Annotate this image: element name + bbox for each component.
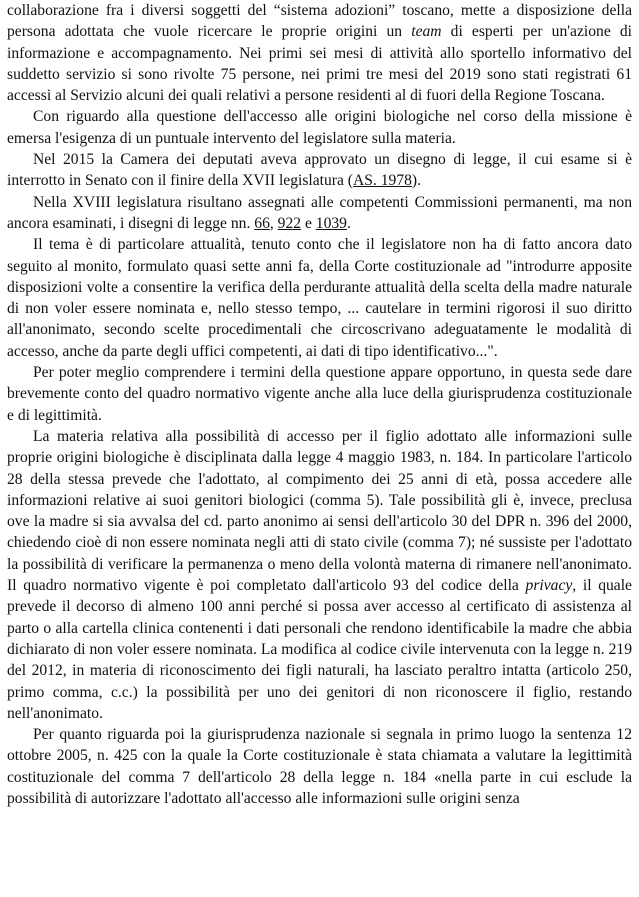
bill-link-66[interactable]: 66	[254, 214, 270, 232]
bill-link-922[interactable]: 922	[277, 214, 302, 232]
text-run: Nel 2015 la Camera dei deputati aveva approvato un disegno di legge, il cui esame si è interrotto in Senato con il finire della XVII legislatura (	[7, 151, 632, 190]
bill-link-1039[interactable]: 1039	[315, 214, 347, 232]
text-run: Il tema è di particolare attualità, tenuto conto che il legislatore non ha di fatto ancora dato seguito al monito, formulato quasi sette anni fa, della Corte costituzionale ad "introdurre apposite disposizioni volte a consentire la verifica della perdurante attualità della scelta della madre naturale di non voler essere nominata e, nello stesso tempo, ... cautelare in termini rigorosi il suo diritto all'anonimato, secondo scelte procedimentali che circoscrivano adeguatamente le modalità di accesso, anche da parte degli uffici competenti, ai dati di tipo identificativo...".	[7, 236, 632, 360]
paragraph	[7, 149, 632, 192]
text-run: di esperti per un'azione di informazione e accompagnamento. Nei primi sei mesi di attività allo sportello informativo del suddetto servizio si sono rivolte 75 persone, nei primi tre mesi del 2019 sono stati registrati 61 accessi al Servizio alcuni dei quali relativi a persone residenti al di fuori della Regione Toscana.	[7, 23, 632, 105]
text-run: e	[301, 214, 316, 232]
paragraph	[7, 724, 632, 809]
paragraph	[7, 426, 632, 724]
text-run: collaborazione fra i diversi soggetti del “sistema adozioni” toscano, mette a disposizione della persona adottata che vuole ricercare le proprie origini un	[7, 2, 632, 41]
text-run: La materia relativa alla possibilità di accesso per il figlio adottato alle informazioni sulle proprie origini biologiche è disciplinata dalla legge 4 maggio 1983, n. 184. In particolare l'articolo 28 della stessa prevede che l'adottato, al compimento dei 25 anni di età, possa accedere alle informazioni relative ai suoi genitori biologici (comma 5). Tale possibilità gli è, invece, preclusa ove la madre si sia avvalsa del cd. parto anonimo ai sensi dell'articolo 30 del DPR n. 396 del 2000, chiedendo cioè di non essere nominata negli atti di stato civile (comma 7); né sussiste per l'adottato la possibilità di verificare la permanenza o meno della volontà materna di rimanere nell'anonimato. Il quadro normativo vigente è poi completato dall'articolo 93 del codice della	[7, 427, 632, 595]
text-run: Con riguardo alla questione dell'accesso alle origini biologiche nel corso della missione è emersa l'esigenza di un puntuale intervento del legislatore sulla materia.	[7, 108, 632, 147]
text-run: Per quanto riguarda poi la giurisprudenza nazionale si segnala in primo luogo la sentenza 12 ottobre 2005, n. 425 con la quale la Corte costituzionale è stata chiamata a valutare la legittimità costituzionale del comma 7 dell'articolo 28 della legge n. 184 «nella parte in cui esclude la possibilità di autorizzare l'adottato all'accesso alle informazioni sulle origini senza	[7, 726, 632, 807]
text-run: Nella XVIII legislatura risultano assegnati alle competenti Commissioni permanenti, ma non ancora esaminati, i disegni di legge nn.	[7, 193, 632, 232]
text-run: , il quale prevede il decorso di almeno 100 anni perché si possa aver accesso al certificato di assistenza al parto o alla cartella clinica contenenti i dati personali che rendono identificabile la madre che abbia dichiarato di non voler essere nominata. La modifica al codice civile intervenuta con la legge n. 219 del 2012, in materia di riconoscimento dei figli naturali, ha lasciato peraltro intatta (articolo 250, primo comma, c.c.) la possibilità per uno dei genitori di non riconoscere il figlio, restando nell'anonimato.	[7, 577, 632, 722]
bill-link-as-1978[interactable]: AS. 1978	[353, 172, 412, 190]
italic-term: privacy	[525, 577, 573, 595]
text-run: ).	[411, 172, 422, 190]
paragraph	[7, 106, 632, 149]
paragraph	[7, 234, 632, 362]
text-run: Per poter meglio comprendere i termini della questione appare opportuno, in questa sede dare brevemente conto del quadro normativo vigente anche alla luce della giurisprudenza costituzionale e di legittimità.	[7, 364, 632, 424]
document-page	[7, 0, 632, 809]
italic-term: team	[411, 23, 442, 41]
text-run: ,	[269, 214, 278, 232]
paragraph	[7, 362, 632, 426]
paragraph	[7, 0, 632, 106]
text-run: .	[346, 214, 351, 232]
paragraph	[7, 192, 632, 235]
